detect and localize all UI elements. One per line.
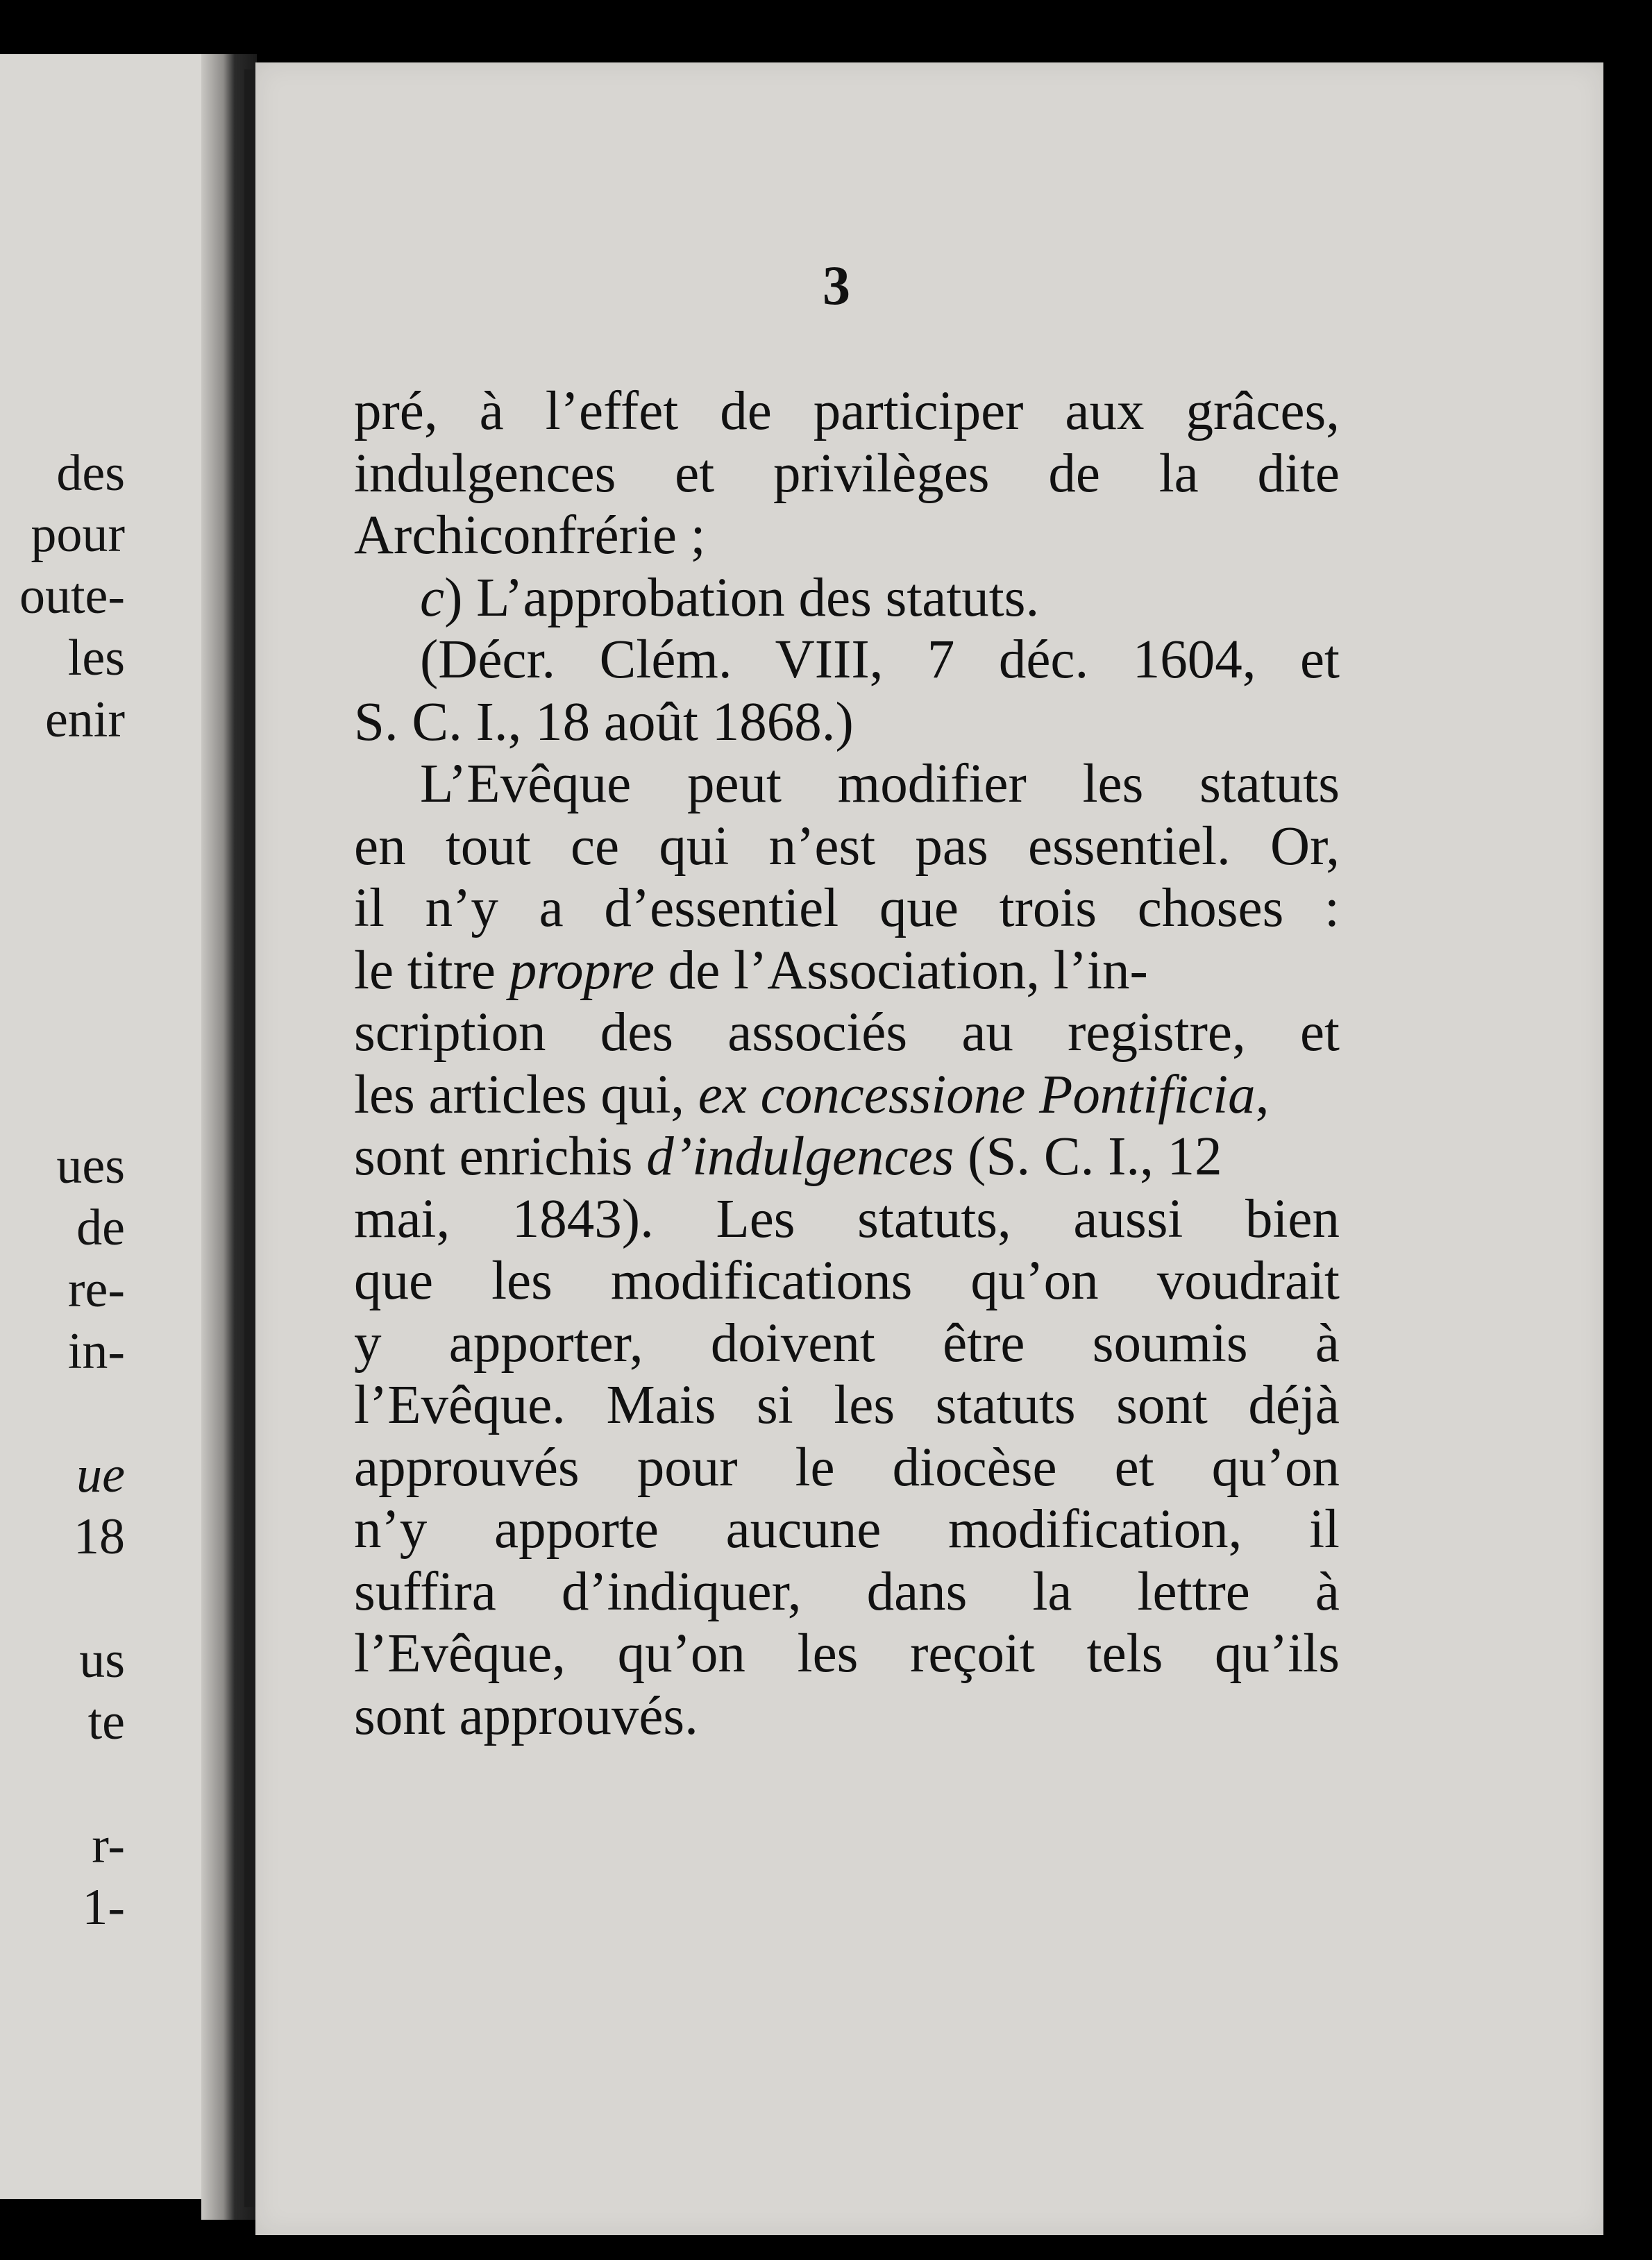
left-page-edge (0, 54, 229, 2199)
text-line: c) L’approbation des statuts. (420, 567, 1040, 628)
text-line: S. C. I., 18 août 1868.) (354, 691, 854, 752)
text-line: l’Evêque, qu’on les reçoit tels qu’ils (354, 1624, 1340, 1684)
text-line: Archiconfrérie ; (354, 505, 706, 566)
text-line: mai, 1843). Les statuts, aussi bien (354, 1188, 1340, 1249)
text-line: approuvés pour le diocèse et qu’on (354, 1437, 1340, 1498)
text-line: l’Evêque. Mais si les statuts sont déjà (354, 1375, 1340, 1435)
left-fragment: te (87, 1694, 125, 1751)
text-line: que les modifications qu’on voudrait (354, 1251, 1340, 1311)
left-fragment: r- (92, 1817, 125, 1874)
left-fragment: pour (31, 506, 125, 563)
left-fragment: enir (44, 691, 125, 748)
text-line: indulgences et privilèges de la dite (354, 443, 1340, 504)
text-line: sont enrichis d’indulgences (S. C. I., 12 (354, 1127, 1222, 1187)
page-number: 3 (823, 255, 850, 317)
left-fragment: ue (76, 1447, 125, 1503)
text-line: sont approuvés. (354, 1685, 698, 1746)
text-line: suffira d’indiquer, dans la lettre à (354, 1561, 1340, 1622)
text-line: L’Evêque peut modifier les statuts (420, 754, 1340, 814)
left-fragment: us (79, 1632, 125, 1689)
left-fragment: 1- (82, 1879, 125, 1936)
text-line: n’y apporte aucune modification, il (354, 1499, 1340, 1560)
italic-word: propre (509, 940, 655, 1001)
item-marker: c (420, 567, 445, 628)
text-line: il n’y a d’essentiel que trois choses : (354, 878, 1340, 938)
left-fragment: in- (67, 1323, 125, 1380)
text-line: scription des associés au registre, et (354, 1002, 1340, 1063)
text-line: y apporter, doivent être soumis à (354, 1313, 1340, 1374)
left-fragment: re- (67, 1261, 125, 1318)
text-line: en tout ce qui n’est pas essentiel. Or, (354, 816, 1340, 877)
left-fragment: de (76, 1199, 125, 1256)
text-line: les articles qui, ex concessione Pontificia, (354, 1064, 1270, 1125)
italic-phrase: d’indulgences (646, 1127, 954, 1187)
text-line: pré, à l’effet de participer aux grâces, (354, 381, 1340, 441)
text-line: (Décr. Clém. VIII, 7 déc. 1604, et (420, 630, 1340, 690)
left-fragment: 18 (74, 1508, 125, 1565)
left-fragment: les (67, 630, 125, 686)
text-line: le titre propre de l’Association, l’in- (354, 940, 1148, 1001)
left-fragment: des (56, 445, 125, 502)
left-fragment: ues (56, 1138, 125, 1195)
page-body-text (354, 380, 1340, 1747)
italic-phrase: ex concessione Pontificia (698, 1064, 1256, 1125)
left-fragment: oute- (19, 568, 125, 625)
